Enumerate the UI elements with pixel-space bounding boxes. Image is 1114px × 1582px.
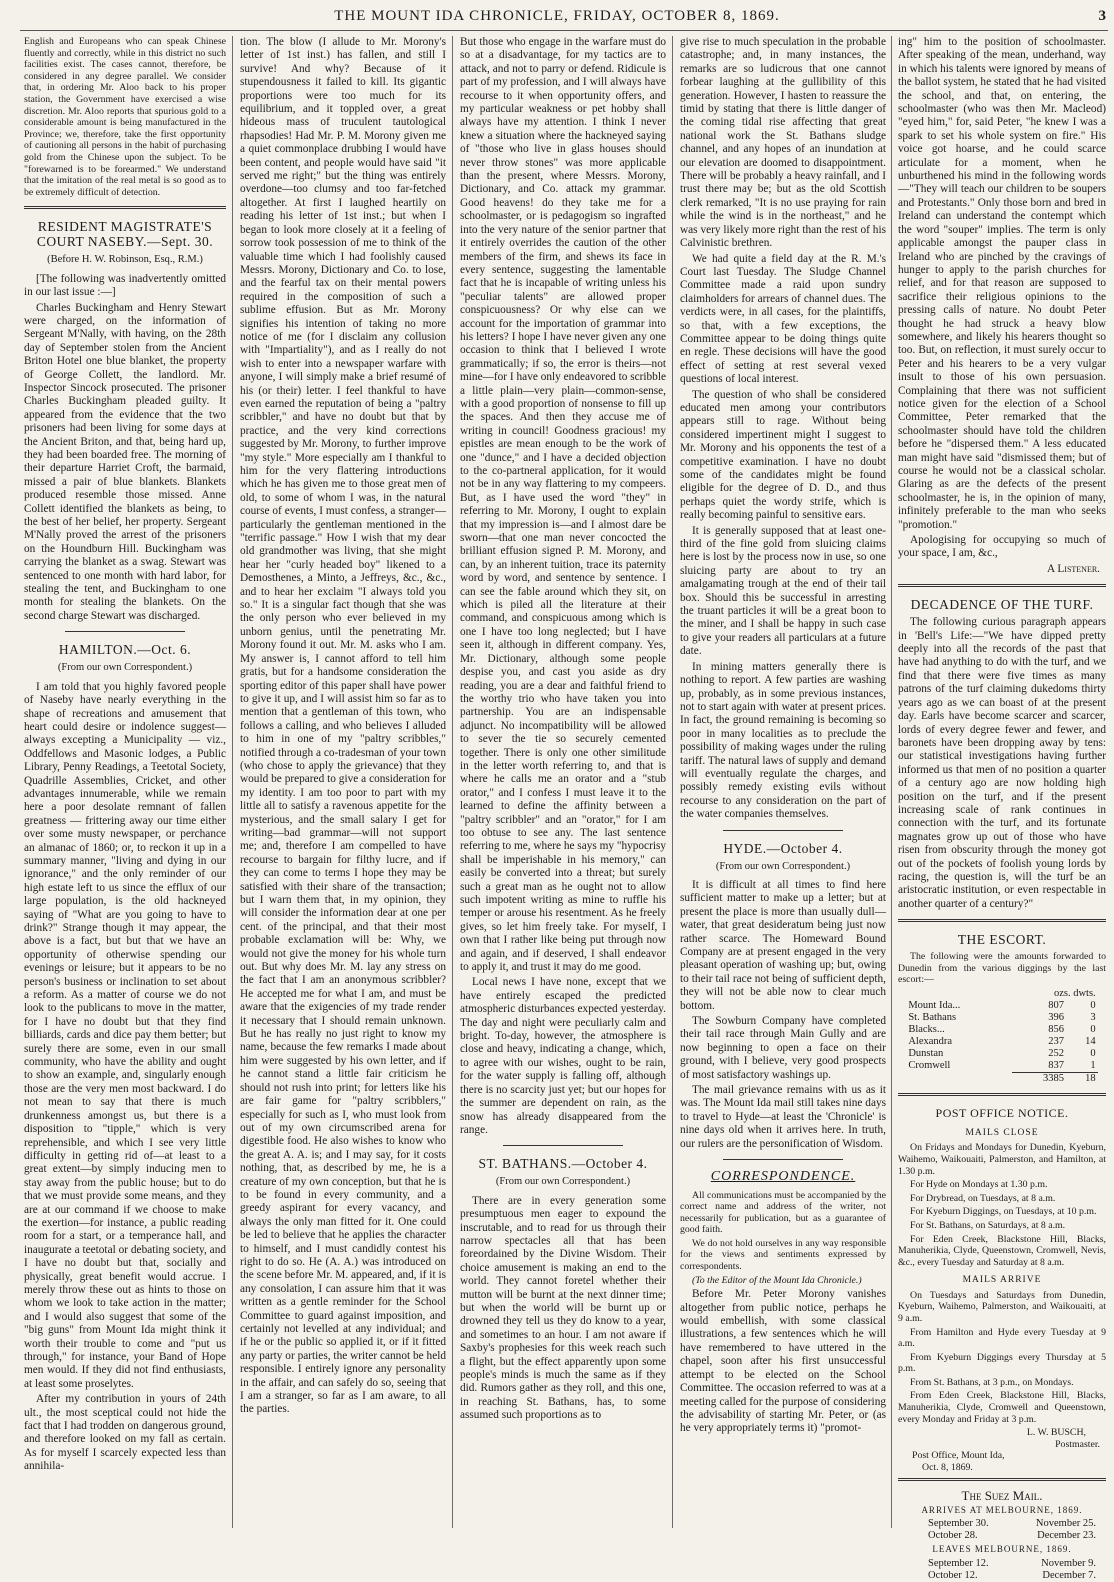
article-paragraph: There are in every generation some presumptuous men eager to expound the inscrutable, and to read for us through their narrow spectacles all that has been foreordained by the Divine Wisdom. Their choice amusement is making an end to the world. They cannot foretel whether their mutton will be burnt at the next dinner time; but when the world will be burnt up or drowned they tell us they do know to a year, and sometimes to an hour. I am not aware if Saxby's prophesies for this week reach such a flight, but the effect apparently upon some people's minds is much the same as if they did. Rumors gather as they roll, and this one, in reaching St. Bathans, has, to some assumed such proportions as to	[460, 1194, 666, 1422]
article-paragraph: tion. The blow (I allude to Mr. Morony's letter of 1st inst.) has fallen, and still I survive! And why? Because of it stupendousness it failed to kill. Its gigantic proportions were too much for its equilibrium, and it toppled over, a great hideous mass of truculent tautological rhapsodies! Had Mr. P. M. Morony given me a quiet commonplace drubbing I would have been content, and people would have said "it served me right;" but the thing was entirely overdone—too clumsy and too far-fetched altogether. At first I laughed heartily on reading his letter of 1st inst.; but when I began to look more closely at it a feeling of sorrow took possession of me to think of the valuable time which I had foolishly caused Messrs. Morony, Dictionary and Co. to lose, and the fearful tax on their mental powers required in the composition of such a sublime effusion. But as Mr. Morony signifies his intention of taking no more notice of me (for I disclaim any collusion with "Impartiality"), and as I really do not wish to enter into a newspaper warfare with anyone, I will simply make a brief resumé of his (or their) letter. I feel thankful to have even earned the reputation of being a "paltry scribbler," and have no doubt but that by practice, and the very kind corrections suggested by Mr. Morony, to further improve "my style." More especially am I thankful to him for the very flattering introductions which he has given me to those great men of old, to some of whom I was, in the natural course of events, I must confess, a stranger—particularly the gentleman mentioned in the "terrific passage." How I wish that my dear old grandmother was living, that she might hear her "curly headed boy" likened to a Demosthenes, a Minto, a Jeffreys, &c., &c., and to hear her exclaim "I always told you so." It is a singular fact though that she was the only person who ever believed in my unborn genius, until the penetrating Mr. Morony found it out. Mr. M. asks who I am. My answer is, I cannot afford to tell him gratis, but for a handsome consideration the sporting editor of this paper shall have power to give it up, and I will assist him so far as to mention that a gentleman of this town, who follows a calling, and who believes I alluded to him in one of my "paltry scribbles," notified through a co-tradesman of your town (who chose to apply the grievance) that they would be prepared to give a consideration for my identity. I am too poor to part with my little all to satisfy a ravenous appetite for the mysterious, and the small salary I get for writing—bad grammar—will not support me; and, therefore I am compelled to have recourse to bargain for filthy lucre, and if they can come to terms I hope they may be satisfied with their share of the transaction; but I warn them that, in my opinion, they will consider the information dear at one per cent. of the principal, and that their most probable exclamation will be: Why, we would not give the money for his whole turn out. But why does Mr. M. lay any stress on the fact that I am an anonymous scribbler? He accepted me for what I am, and must be aware that the exigencies of my trade render it necessary that I should remain unknown. But he has really no just right to know my name, because the few remarks I made about him were suggested by his own letter, and if he cannot stand a little fair criticism he should not rush into print; for letters like his are fair game for "paltry scribblers," especially for such as I, who must look from out of my own circumscribed arena for digestible food. He also wishes to know who the great A. A. is; and I may say, for it costs nothing, that, as described by me, he is a creature of my own conception, but that he is to be found in every community, and a greedy aspirant for every vacancy, and always the only man fitted for it. One could be led to believe that he applies the character to himself, and I must candidly contest his right to do so. He (A. A.) was introduced on the scene before Mr. M. appeared, and, if it is any consolation, I can assure him that it was written as a gentle reminder for the School Committee to guard against imposition, and certainly not levelled at any individual; and if he or the public so applied it, or if it fitted any party or parties, the writer cannot be held responsible. I entirely ignore any personality in the affair, and can safely do so, seeing that I am a stranger, so far as I am aware, to all the parties.	[240, 36, 446, 1416]
column-3	[460, 36, 666, 1526]
suez-date: November 25.	[1035, 1518, 1096, 1530]
column-5	[898, 36, 1106, 1581]
escort-dwt: 0	[1090, 1047, 1096, 1059]
article-paragraph: The question of who shall be considered educated men among your contributors appears still to rage. Without being considered impertinent might I suggest to Mr. Morony and his opponents the test of a competitive examination. I have no doubt some of the candidates might be found eligible for the degree of D. D., and thus perhaps quiet the wordy strife, which is really becoming painful to sensitive ears.	[680, 388, 886, 522]
section-rule	[65, 631, 185, 632]
table-row	[906, 1012, 1097, 1024]
column-1	[24, 36, 226, 1526]
escort-intro: The following were the amounts forwarded to Dunedin from the various diggings by the last escort:—	[898, 951, 1106, 986]
postmaster-title: Postmaster.	[1055, 1438, 1100, 1450]
article-paragraph: The Sowburn Company have completed their tail race through Main Gully and are now beginning to open a face on their ground, with I believe, very good prospects of most satisfactory washings up.	[680, 1015, 886, 1081]
escort-oz: 396	[1048, 1011, 1065, 1023]
escort-dwt: 1	[1090, 1059, 1096, 1071]
notice-text: We do not hold ourselves in any way responsible for the views and sentiments expressed by correspondents.	[680, 1237, 886, 1273]
section-rule	[898, 1093, 1106, 1096]
article-paragraph: Local news I have none, except that we have entirely escaped the predicted atmospheric disturbances expected yesterday. The day and night were peculiarly calm and bright. To-day, however, the atmosphere is close and heavy, indicating a change, which, to agree with our wishes, ought to be rain, for the water supply is falling off, although there is no scarcity just yet; but our hopes for the summer are dependent on rain, as the snow has already disappeared from the range.	[460, 976, 666, 1136]
table-row	[906, 1060, 1097, 1073]
escort-units: ozs. dwts.	[1053, 987, 1096, 999]
section-subhead: (From our own Correspondent.)	[495, 1176, 631, 1188]
escort-oz: 237	[1048, 1035, 1065, 1047]
suez-date-row	[898, 1570, 1106, 1582]
section-heading: DECADENCE OF THE TURF.	[910, 597, 1094, 613]
table-row	[906, 1036, 1097, 1048]
escort-oz: 807	[1048, 999, 1065, 1011]
mail-line: On Tuesdays and Saturdays from Dunedin, Kyeburn, Waihemo, Palmerston, and Waikouaiti, at 9 a.m.	[898, 1289, 1106, 1324]
section-rule	[723, 830, 843, 831]
section-heading: POST OFFICE NOTICE.	[935, 1105, 1069, 1120]
escort-place: Blacks...	[908, 1023, 945, 1035]
mail-line: For Hyde on Mondays at 1.30 p.m.	[910, 1179, 1048, 1191]
suez-date: September 30.	[928, 1518, 989, 1530]
article-paragraph: [The following was inadvertently omitted in our last issue :—]	[24, 272, 226, 299]
article-paragraph: give rise to much speculation in the probable catastrophe; and, in many instances, the remarks are so ludicrous that one cannot forbear laughing at the gullibility of this generation. However, I hasten to reassure the timid by stating that there is little danger of the coming tidal rise affecting that great national work the St. Bathans sludge channel, and any hopes of an inundation at our elevation are doomed to disappointment. There will be probably a heavy rainfall, and I trust there may be; but as the old Scottish clerk remarked, "It is no use praying for rain while the wind is in the northeast," and he was very likely more right than the rest of his Calvinistic brethren.	[680, 36, 886, 250]
suez-date: November 9.	[1041, 1557, 1096, 1569]
section-rule	[898, 919, 1106, 922]
article-paragraph: We had quite a field day at the R. M.'s Court last Tuesday. The Sludge Channel Committee made a raid upon sundry claimholders for arrears of channel dues. The verdicts were, in all cases, for the plaintiffs, so that, with a few exceptions, the Committee appear to be doing things quite en regle. These decisions will have the good effect of setting at rest several vexed questions of local interest.	[680, 252, 886, 386]
section-heading: RESIDENT MAGISTRATE'S COURT NASEBY.—Sept. 30.	[36, 219, 214, 250]
suez-date: December 23.	[1037, 1530, 1096, 1542]
escort-place: Dunstan	[908, 1047, 944, 1059]
post-office-location: Post Office, Mount Ida,	[912, 1450, 1005, 1462]
suez-date-row	[898, 1518, 1106, 1530]
article-paragraph: It is generally supposed that at least one-third of the fine gold from sluicing claims here is lost by the process now in use, so one sluicing party are about to try an amalgamating trough at the end of their tail box. Should this be successful in arresting the truant particles it will be a great boon to the miner, and I shall be happy in such case to give your readers all particulars at a future date.	[680, 524, 886, 658]
letter-paragraph: ing" him to the position of schoolmaster. After speaking of the mean, underhand, way in which his talents were ignored by means of the ballot system, he stated that he had visited the school, and that, on entering, the schoolmaster (who was then Mr. Macleod) "eyed him," for, said Peter, "he knew I was a spark to set his whole system on fire." His voice got hoarse, and he could scarce articulate for a moment, when he unburthened his mind in the following words—"They will teach our children to be soupers and Protestants." Only those born and bred in Ireland can understand the contempt which the word "souper" implies. The term is only applicable amongst the pauper class in Ireland who are pinched by the cravings of hunger to apply to the parish churches for relief, and for that reason are supposed to sacrifice their religious opinions to the pressing calls of nature. No doubt Peter thought he had struck a heavy blow somewhere, and likely his hearers thought so too. But, on reflection, it must surely occur to Peter and his hearers to be a very vulgar insult to those of his own persuasion. Complaining that there was not sufficient notice given for the election of a School Committee, Peter remarked that the schoolmaster should have told the children before he "dispersed them." A less educated man might have said "dismissed them; but of course he would not be a classical scholar. Glaring as are the defects of the present schoolmaster, he is, in the opinion of many, infinitely preferable to the man who seeks "promotion."	[898, 36, 1106, 531]
mail-line: On Fridays and Mondays for Dunedin, Kyeburn, Waihemo, Waikouaiti, Palmerston, and Hamilton, at 1.30 p.m.	[898, 1142, 1106, 1177]
mail-line: From Kyeburn Diggings every Thursday at 5 p.m.	[898, 1351, 1106, 1375]
escort-oz: 252	[1048, 1047, 1065, 1059]
escort-place: Alexandra	[908, 1035, 953, 1047]
article-paragraph: The mail grievance remains with us as it was. The Mount Ida mail still takes nine days to travel to Hyde—at least the 'Chronicle' is nine days old when it arrives here. In truth, our rulers are the personification of Wisdom.	[680, 1084, 886, 1150]
escort-place: St. Bathans	[908, 1011, 957, 1023]
post-office-date: Oct. 8, 1869.	[922, 1462, 973, 1474]
section-heading: The Suez Mail.	[961, 1487, 1043, 1503]
column-2	[240, 36, 446, 1526]
escort-table	[906, 988, 1097, 1085]
escort-dwt: 14	[1085, 1035, 1096, 1047]
article-paragraph: After my contribution in yours of 24th ult., the most sceptical could not hide the fact that I had trodden on dangerous ground, and therefore looked on my fall as certain. As for myself I scarcely expected less than annihila-	[24, 1393, 226, 1473]
mail-line: From Eden Creek, Blackstone Hill, Blacks, Manuherikia, Clyde, Cromwell and Queenstown, every Monday and Friday at 3 p.m.	[898, 1390, 1106, 1425]
section-heading: HAMILTON.—Oct. 6.	[58, 642, 192, 658]
article-paragraph: The following curious paragraph appears in 'Bell's Life:—"We have dipped pretty deeply into all the records of the past that have had anything to do with the turf, and we find that there were five times as many patrons of the turf claiming dukedoms thirty years ago as we can boast of at the present day. Earls have become scarcer and scarcer, lords of every degree fewer and fewer, and baronets have been dropping away by tens: our statistical investigations having further informed us that men of no position a quarter of a century ago are now holding high position on the turf, and if the present increasing scale of rank continues in connection with the turf, and its fortunate magnates grow up out of those who have risen from obscurity through the money got out of the pockets of foolish young lords by racing, the question is, will the turf be an aristocratic institution, or even respectable in another quarter of a century?"	[898, 616, 1106, 910]
section-subhead: (Before H. W. Robinson, Esq., R.M.)	[47, 254, 203, 266]
column-4	[680, 36, 886, 1526]
section-subhead: (From our own Correspondent.)	[715, 860, 851, 872]
suez-leaves-heading: LEAVES MELBOURNE, 1869.	[932, 1544, 1072, 1555]
suez-date: October 12.	[928, 1569, 978, 1581]
mail-line: For Drybread, on Tuesdays, at 8 a.m.	[910, 1192, 1056, 1204]
section-rule	[24, 206, 226, 209]
table-row	[906, 1000, 1097, 1012]
escort-dwt: 0	[1090, 1023, 1096, 1035]
escort-dwt: 3	[1090, 1011, 1096, 1023]
section-heading: ST. BATHANS.—October 4.	[478, 1156, 648, 1172]
suez-date: December 7.	[1042, 1569, 1096, 1581]
article-paragraph: It is difficult at all times to find here sufficient matter to make up a letter; but at present the place is more than usually dull—water, that great desideratum being just now rather scarce. The Homeward Bound Company are at present engaged in the very pleasant operation of washing up; but, owing to their tail race not being of sufficient depth, they will not be able now to clear much bottom.	[680, 878, 886, 1012]
escort-place: Mount Ida...	[908, 999, 961, 1011]
table-row	[906, 1048, 1097, 1060]
escort-oz: 856	[1048, 1023, 1065, 1035]
mails-arrive-heading: MAILS ARRIVE	[962, 1275, 1042, 1286]
suez-date-row	[898, 1530, 1106, 1542]
suez-date-row	[898, 1558, 1106, 1570]
column-divider	[232, 36, 233, 1528]
article-text: English and Europeans who can speak Chinese fluently and correctly, while in this district no such facilities exist. The cases cannot, therefore, be considered in any degree parallel. We consider that, in ordering Mr. Aloo back to his proper station, the Government have exercised a wise discretion. Mr. Aloo reports that spurious gold to a considerable amount is being manufactured in the Province; we, therefore, take the first opportunity of cautioning all persons in the habit of purchasing gold from the Chinese upon the subject. To be "forewarned is to be forearmed." We understand that the imitation of the real metal is so good as to be extremely difficult of detection.	[24, 36, 226, 198]
article-paragraph: But those who engage in the warfare must do so at a disadvantage, for my tactics are to attack, and not to parry or defend. Ridicule is part of my profession, and I will always have recourse to it when opportunity offers, and my particular weakness or pet hobby shall always have my attention. I think I never knew a situation where the hackneyed saying of "those who live in glass houses should never throw stones" was more applicable than the present, where Messrs. Morony, Dictionary, and Co. attack my grammar. Good heavens! do they take me for a schoolmaster, or is pedagogism so ingrafted into the very nature of the senior partner that it entirely overrides the caution of the other members of the firm, and shews its face in every sentence, suggesting the lamentable fact that he is incapable of writing unless his "peculiar talents" are allowed proper conspicuousness? Or why else can we account for the importation of grammar into his letters? I hope I have never given any one occasion to think that I believed I wrote grammatically; if so, the error is theirs—not mine—for I have only endeavored to scribble a little plain—very plain—common-sense, with a good proportion of nonsense to fill up the spaces. And then they accuse me of writing in council! Goodness gracious! my epistles are mean enough to be the work of one "dunce," and I have a decided objection to the co-partneral application, for it would not be in any way flattering to my compeers. But, as I have used the word "they" in referring to Mr. Morony, I ought to explain that my impression is—and I almost dare be sworn—that one man never concocted the brilliant effusion signed P. M. Morony, and can, by an inherent tuition, trace its paternity word by word, and sentence by sentence. I can see the fable around which they sit, on which is piled all the literature at their command, and conspicuous among which is one I have too long neglected; but I have seen it, although in different company. Yes, Mr. Dictionary, although some people despise you, and cast you aside as dry reading, you are a dear and faithful friend to the worthy trio who have taken you into partnership. You are an indispensable adjunct. No incompatibility will be allowed to sever the tie so securely cemented together. There is only one other similitude in the letter worth referring to, and that is where he calls me an orator and a "stub orator," and I confess I must leave it to the learned to define the affinity between a "paltry scribbler" and an "orator," for I am too obtuse to see any. The last sentence referring to me, where he says my "hypocrisy shall be imperishable in his memory," can easily be converted into a threat; but surely such a great man as he ought not to allow such impotent writing as mine to ruffle his temper or arouse his resentment. As he freely gives, so let him freely take. For myself, I own that I rather like being put through now and again, and if deserved, I shall endeavor to apply it, and trust it may do me good.	[460, 36, 667, 974]
postmaster-name: L. W. BUSCH,	[1026, 1427, 1086, 1439]
section-rule	[723, 1159, 843, 1160]
escort-oz: 837	[1048, 1059, 1065, 1071]
table-row	[906, 1024, 1097, 1036]
article-paragraph: In mining matters generally there is nothing to report. A few parties are washing up, probably, as in some previous instances, not to start again with water at present prices. In fact, the ground remaining is becoming so poor in many localities as to preclude the possibility of making wages under the ruling tariff. The natural laws of supply and demand will eventually regulate the charges, and possibly remedy existing evils without recourse to any consideration on the part of the water companies themselves.	[680, 660, 887, 821]
mail-line: For St. Bathans, on Saturdays, at 8 a.m.	[910, 1219, 1066, 1231]
section-heading: HYDE.—October 4.	[723, 840, 843, 856]
letter-signature: A Listener.	[1047, 562, 1100, 575]
column-divider	[891, 36, 892, 1528]
escort-total-oz: 3385	[1012, 1072, 1066, 1085]
page-number: 3	[1098, 8, 1106, 24]
mail-line: For Eden Creek, Blackstone Hill, Blacks, Manuherikia, Clyde, Queenstown, Cromwell, Nevis, &c., every Tuesday and Saturday at 8 a.m.	[898, 1233, 1106, 1268]
mail-line: From Hamilton and Hyde every Tuesday at 9 a.m.	[898, 1326, 1106, 1350]
section-rule	[503, 1145, 623, 1146]
letter-paragraph: Apologising for occupying so much of your space, I am, &c.,	[898, 534, 1106, 560]
escort-total-row	[906, 1072, 1097, 1085]
suez-date: September 12.	[928, 1557, 989, 1569]
article-paragraph: Charles Buckingham and Henry Stewart were charged, on the information of Sergeant M'Nally, with having, on the 28th day of September stolen from the Ancient Briton Hotel one blue blanket, the property of George Collett, the landlord. Mr. Inspector Sincock prosecuted. The prisoner Charles Buckingham pleaded guilty. It appeared from the evidence that the two prisoners had been living for some days at the Ancient Briton, and that, being hard up, they had been boarded free. The morning of their departure Harriet Croft, the barmaid, missed a pair of blue blankets. Blankets produced resemble those missed. Anne Collett identified the blankets as being, to the best of her belief, her property. Sergeant M'Nally proved the arrest of the prisoners on the Houndburn Hill. Buckingham was carrying the blanket as a swag. Stewart was sentenced to one month with hard labor, for stealing the tent, and Buckingham to one month for stealing the blankets. On the second charge Stewart was discharged.	[24, 301, 226, 622]
letter-address: (To the Editor of the Mount Ida Chronicle.)	[692, 1274, 862, 1286]
mails-close-heading: MAILS CLOSE	[965, 1127, 1039, 1138]
section-heading: THE ESCORT.	[957, 932, 1047, 948]
article-paragraph: I am told that you highly favored people of Naseby have nearly everything in the shape of recreations and amusement that heart could desire or indolence suggest—always excepting a Municipality — viz., Oddfellows and Masonic lodges, a Public Library, Penny Readings, a Teetotal Society, Quadrille Assemblies, Cricket, and other advantages innumerable, while we remain here a poor desolate remnant of fallen greatness — frittering away our time either over some musty newspaper, or perchance an almanac of 1860; or, to reckon it up in a summary manner, "living and dying in our ignorance," and the only reminder of our high estate left to us since the efflux of our large population, is the old hackneyed saying of "What are you going to have to drink?" Strange though it may appear, the above is a fact, but but that we have an opportunity of otherwise spending our evenings or leisure; but it appears to be no person's business or inclination to set about a reform. As a matter of course we do not look to the publicans to move in the matter, for I have no doubt but that they find billiards, cards and dice pay them better; but surely there are some, even in our small community, who have the ability and ought to show an example, and, singularly enough those are the very men most backward. I do not mean to say that there is much drunkenness amongst us, but there is a disposition to "tipple," which is very reprehensible, and which I see very little difficulty in getting rid of—at least to a great extent—by simply inducing men to stay away from the public house; but to do that we must provide some means, and they are at our command if we choose to make the exertion—for instance, a public reading room for a start, or a temperance hall, and inaugurate a teetotal or debating society, and I have no doubt but that, socially and physically, great benefit would accrue. I merely throw these out as hints to those on whom we look to take action in the matter; and I would also suggest that some of the "big guns" from Mount Ida might think it worth their trouble to come and "put us through," for instance, your Band of Hope men would. If they did not find enthusiasts, at least some proselytes.	[24, 680, 226, 1390]
mail-line: From St. Bathans, at 3 p.m., on Mondays.	[910, 1376, 1074, 1388]
section-rule	[898, 584, 1106, 587]
masthead	[0, 8, 1114, 32]
section-heading: CORRESPONDENCE.	[710, 1169, 856, 1185]
notice-text: All communications must be accompanied by the correct name and address of the writer, not necessarily for publication, but as a guarantee of good faith.	[680, 1189, 886, 1236]
column-divider	[452, 36, 453, 1528]
masthead-rule	[20, 30, 1108, 31]
suez-date: October 28.	[928, 1530, 978, 1542]
escort-total-dwt: 18	[1066, 1072, 1098, 1085]
section-rule	[898, 1478, 1106, 1481]
escort-dwt: 0	[1090, 999, 1096, 1011]
section-subhead: (From our own Correspondent.)	[57, 662, 193, 674]
mail-line: For Kyeburn Diggings, on Tuesdays, at 10 p.m.	[910, 1206, 1097, 1218]
letter-paragraph: Before Mr. Peter Morony vanishes altogether from public notice, perhaps he would embellish, with some classical illustrations, a few sentences which he will have remembered to have uttered in the chapel, soon after his first unsuccessful attempt to be elected on the School Committee. The occasion referred to was at a meeting called for the purpose of considering the advisability of starting Mr. Peter, or (as he very appropriately terms it) "promot-	[680, 1288, 886, 1435]
column-divider	[672, 36, 673, 1528]
escort-place: Cromwell	[908, 1060, 951, 1072]
newspaper-title: THE MOUNT IDA CHRONICLE, FRIDAY, OCTOBER 8, 1869.	[334, 8, 780, 24]
suez-arrives-heading: ARRIVES AT MELBOURNE, 1869.	[921, 1505, 1083, 1516]
